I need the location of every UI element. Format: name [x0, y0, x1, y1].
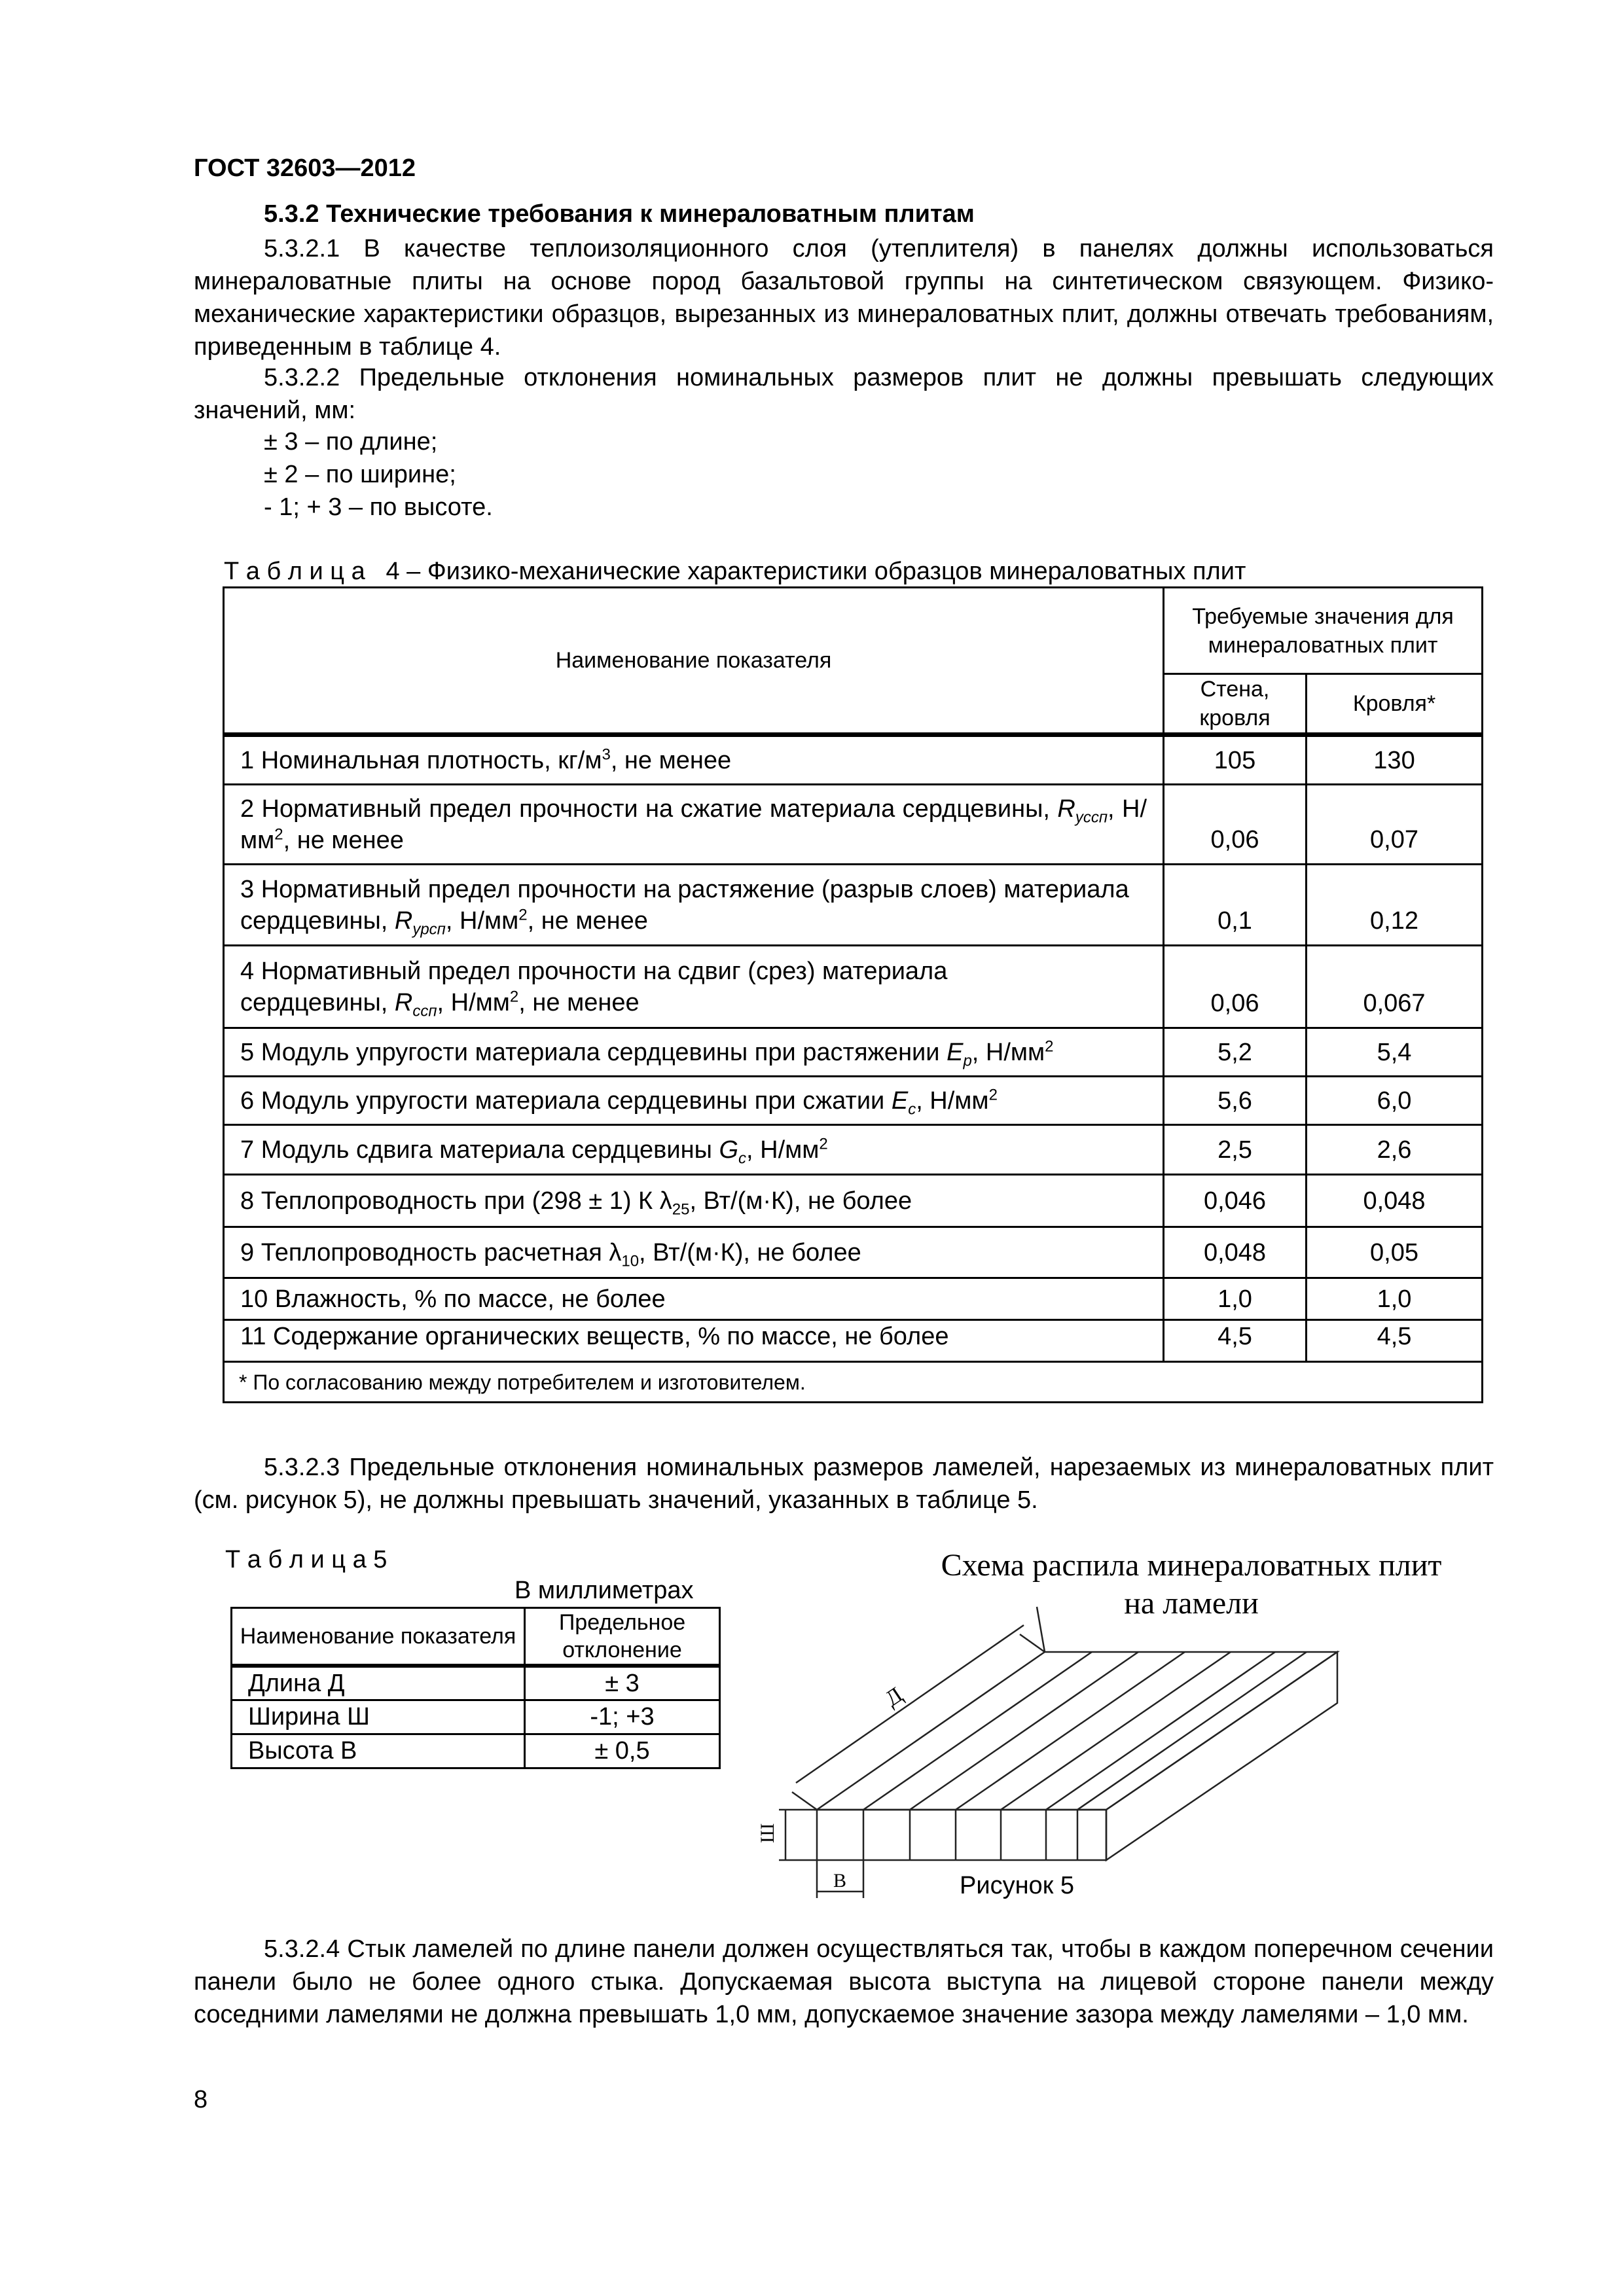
cell-roof: 0,07 — [1307, 785, 1483, 865]
table4-footnote: * По согласованию между потребителем и изготовителем. — [224, 1362, 1483, 1403]
table-row — [232, 1666, 720, 1700]
paragraph-5-3-2-4: 5.3.2.4 Стык ламелей по длине панели должен осуществляться так, чтобы в каждом поперечном сечении панели было не более одного стыка. Допускаемая высота выступа на лицевой стороне панели между соседними ламелями не должна превышать 1,0 мм, допускаемое значение зазора между ламелями – 1,0 мм. — [194, 1935, 1494, 2028]
table4-header-roof: Кровля* — [1307, 674, 1483, 735]
cell-value: ± 3 — [525, 1666, 720, 1700]
row-label: 7 Модуль сдвига материала сердцевины $G_c$, $Н/мм^2$ — [224, 1125, 1164, 1175]
table-row — [224, 1278, 1483, 1320]
cell-wall: 0,1 — [1164, 865, 1307, 946]
cell-wall: 0,06 — [1164, 946, 1307, 1028]
table-row — [224, 1028, 1483, 1077]
table-row — [224, 865, 1483, 946]
table4-header-required: Требуемые значения для минераловатных плит — [1164, 588, 1483, 674]
cell-name: Высота В — [232, 1734, 525, 1768]
table4-header-wall: Стена, кровля — [1164, 674, 1307, 735]
table-row — [224, 1077, 1483, 1125]
cell-roof: 5,4 — [1307, 1028, 1483, 1077]
table-row — [224, 735, 1483, 785]
cell-roof: 4,5 — [1307, 1320, 1483, 1362]
table5-header-name: Наименование показателя — [232, 1608, 525, 1666]
cell-wall: 5,2 — [1164, 1028, 1307, 1077]
row-label: 10 Влажность, % по массе, не более — [224, 1278, 1164, 1320]
label-d: Д — [880, 1682, 907, 1712]
cell-wall: 1,0 — [1164, 1278, 1307, 1320]
page-number: 8 — [194, 2086, 208, 2113]
table-row — [224, 785, 1483, 865]
paragraph-5-3-2-3-line1 — [194, 1451, 1494, 1516]
table-row — [224, 1175, 1483, 1227]
table5-caption: Т а б л и ц а 5 — [225, 1546, 388, 1573]
paragraph-5-3-2-3: 5.3.2.3 Предельные отклонения номинальных размеров ламелей, нарезаемых из минераловатных плит (см. рисунок 5), не должны превышать значений, указанных в таблице 5. — [194, 1454, 1494, 1514]
row-label: 1 Номинальная плотность, $кг/м^3$, не менее — [224, 735, 1164, 785]
row-label: 6 Модуль упругости материала сердцевины при сжатии $E_c$, $Н/мм^2$ — [224, 1077, 1164, 1125]
row-label: 8 Теплопроводность при (298 ± 1) К $\lambda_{25}$, Вт/(м·К), не более — [224, 1175, 1164, 1227]
cell-name: Ширина Ш — [232, 1700, 525, 1734]
row-label: 3 Нормативный предел прочности на растяжение (разрыв слоев) материала сердцевины, $R_{урсп}$, $Н/мм^2$, не менее — [224, 865, 1164, 946]
table-5 — [230, 1607, 721, 1769]
cell-roof: 0,067 — [1307, 946, 1483, 1028]
row-label: 4 Нормативный предел прочности на сдвиг (срез) материала сердцевины, $R_{ссп}$, $Н/мм^2$, не менее — [224, 946, 1164, 1028]
slab-side-face — [1106, 1652, 1337, 1860]
figure5-drawing — [759, 1597, 1414, 1911]
cell-wall: 0,06 — [1164, 785, 1307, 865]
cell-wall: 0,048 — [1164, 1227, 1307, 1278]
cell-roof: 6,0 — [1307, 1077, 1483, 1125]
paragraph-5-3-2-2: 5.3.2.2 Предельные отклонения номинальных размеров плит не должны превышать следующих значений, мм: — [194, 364, 1494, 424]
row-label: 9 Теплопроводность расчетная $\lambda_{10}$, Вт/(м·К), не более — [224, 1227, 1164, 1278]
cell-roof: 2,6 — [1307, 1125, 1483, 1175]
table-row — [224, 1320, 1483, 1362]
figure5-caption: Рисунок 5 — [960, 1872, 1075, 1899]
row-label: 2 Нормативный предел прочности на сжатие материала сердцевины, $R_{уссп}$, $Н/мм^2$, не менее — [224, 785, 1164, 865]
document-id: ГОСТ 32603—2012 — [194, 154, 416, 182]
row-label: 11 Содержание органических веществ, % по массе, не более — [224, 1320, 1164, 1362]
cell-wall: 0,046 — [1164, 1175, 1307, 1227]
cell-value: -1; +3 — [525, 1700, 720, 1734]
cell-wall: 5,6 — [1164, 1077, 1307, 1125]
table4-caption-label: Т а б л и ц а — [224, 558, 365, 585]
cell-roof: 130 — [1307, 735, 1483, 785]
cell-roof: 1,0 — [1307, 1278, 1483, 1320]
slab-front-face — [817, 1810, 1106, 1860]
list-item: - 1; + 3 – по высоте. — [264, 493, 493, 521]
label-sh: Ш — [757, 1823, 778, 1843]
table4-header-name: Наименование показателя — [224, 588, 1164, 735]
cell-wall: 4,5 — [1164, 1320, 1307, 1362]
cell-wall: 2,5 — [1164, 1125, 1307, 1175]
table-row — [224, 946, 1483, 1028]
paragraph-5-3-2-1: 5.3.2.1 В качестве теплоизоляционного слоя (утеплителя) в панелях должны использоваться минераловатные плиты на основе пород базальтовой группы на синтетическом связующем. Физико-механические характеристики образцов, вырезанных из минераловатных плит, должны отвечать требованиям, приведенным в таблице 4. — [194, 235, 1494, 361]
row-label: 5 Модуль упругости материала сердцевины при растяжении $E_p$, $Н/мм^2$ — [224, 1028, 1164, 1077]
figure5-title-line1: Схема распила минераловатных плит — [941, 1548, 1442, 1583]
dimension-d-line — [796, 1625, 1024, 1783]
label-v: В — [833, 1870, 847, 1892]
section-title: 5.3.2 Технические требования к минераловатным плитам — [264, 200, 975, 228]
table4-caption-number: 4 — [386, 558, 400, 585]
cell-roof: 0,12 — [1307, 865, 1483, 946]
table-row — [232, 1700, 720, 1734]
table-row — [232, 1734, 720, 1768]
table-4 — [223, 586, 1483, 1403]
table4-caption — [224, 555, 1246, 588]
cell-roof: 0,048 — [1307, 1175, 1483, 1227]
table-row — [224, 1227, 1483, 1278]
slab-top-face — [817, 1652, 1337, 1810]
table-footnote-row — [224, 1362, 1483, 1403]
table5-header-deviation: Предельное отклонение — [525, 1608, 720, 1666]
table5-units: В миллиметрах — [514, 1577, 694, 1604]
cell-value: ± 0,5 — [525, 1734, 720, 1768]
figure5-title-line2: на ламели — [1124, 1586, 1259, 1621]
list-item: ± 3 – по длине; — [264, 428, 438, 456]
cell-wall: 105 — [1164, 735, 1307, 785]
list-item: ± 2 – по ширине; — [264, 461, 456, 488]
table-row — [224, 1125, 1483, 1175]
table4-caption-text: – Физико-механические характеристики образцов минераловатных плит — [406, 558, 1246, 585]
cell-name: Длина Д — [232, 1666, 525, 1700]
cell-roof: 0,05 — [1307, 1227, 1483, 1278]
